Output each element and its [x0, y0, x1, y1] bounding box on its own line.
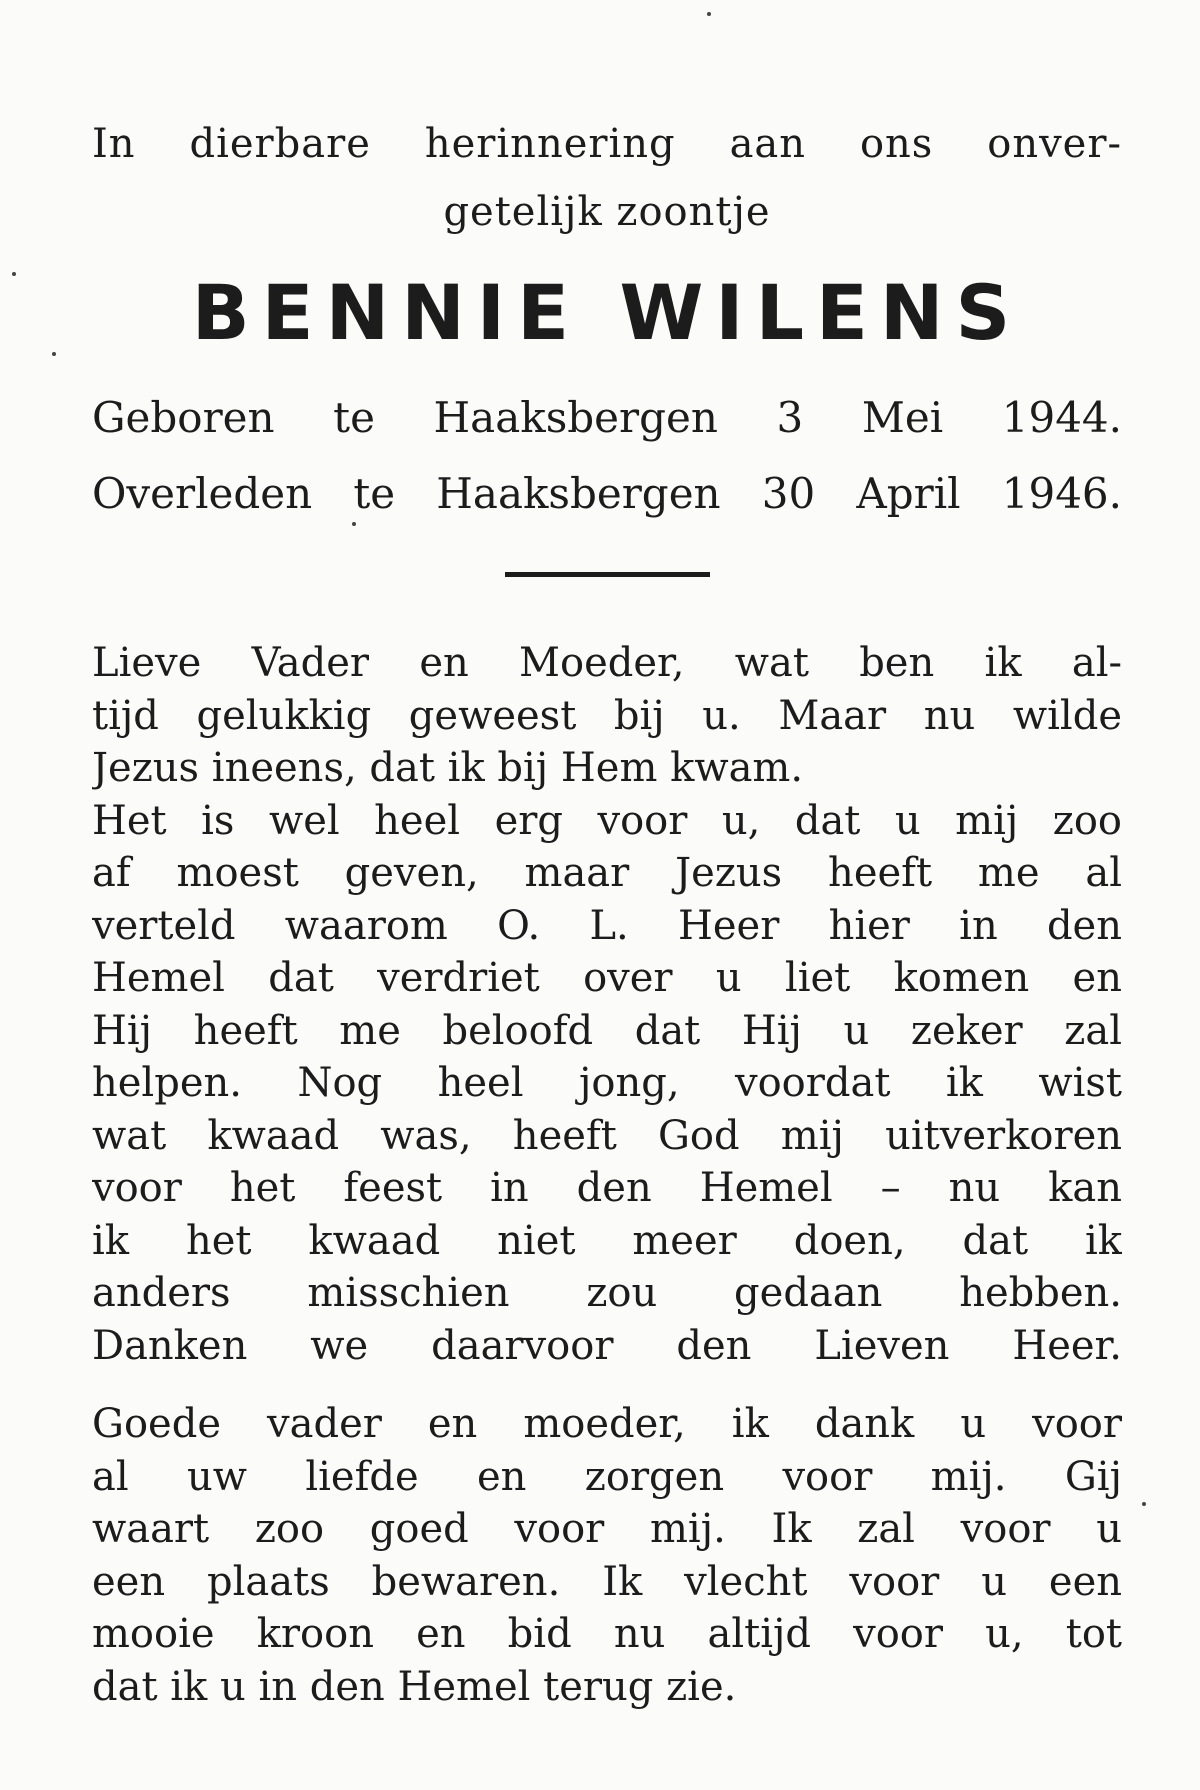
text-line: verteld waarom O. L. Heer hier in den — [92, 902, 1122, 949]
text-line: waart zoo goed voor mij. Ik zal voor u — [92, 1506, 1122, 1552]
print-speck — [1142, 1502, 1146, 1506]
card-content — [92, 110, 1122, 1713]
text-line: anders misschien zou gedaan hebben. — [92, 1270, 1122, 1316]
message-paragraph-2 — [92, 1398, 1122, 1713]
message-paragraph-1 — [92, 637, 1122, 1372]
death-line: Overleden te Haaksbergen 30 April 1946. — [92, 469, 1122, 518]
text-line: Jezus ineens, dat ik bij Hem kwam. — [92, 745, 804, 791]
print-speck — [12, 272, 16, 276]
text-line: af moest geven, maar Jezus heeft me al — [92, 850, 1122, 896]
text-line: al uw liefde en zorgen voor mij. Gij — [92, 1453, 1122, 1500]
text-line: wat kwaad was, heeft God mij uitverkoren — [92, 1112, 1122, 1159]
deceased-name: BENNIE WILENS — [191, 268, 1023, 357]
text-line: tijd gelukkig geweest bij u. Maar nu wilde — [92, 692, 1122, 739]
text-line: dat ik u in den Hemel terug zie. — [92, 1663, 737, 1710]
text-line: ik het kwaad niet meer doen, dat ik — [92, 1217, 1122, 1264]
text-line: Lieve Vader en Moeder, wat ben ik al- — [92, 640, 1122, 686]
divider-rule — [505, 572, 710, 577]
text-line: Goede vader en moeder, ik dank u voor — [92, 1401, 1122, 1447]
text-line: helpen. Nog heel jong, voordat ik wist — [92, 1060, 1122, 1106]
text-line: Danken we daarvoor den Lieven Heer. — [92, 1322, 1122, 1369]
text-line: voor het feest in den Hemel – nu kan — [92, 1165, 1122, 1211]
life-dates — [92, 380, 1122, 532]
text-line: mooie kroon en bid nu altijd voor u, tot — [92, 1611, 1122, 1657]
print-speck — [707, 12, 711, 16]
text-line: Hemel dat verdriet over u liet komen en — [92, 955, 1122, 1001]
birth-line: Geboren te Haaksbergen 3 Mei 1944. — [92, 393, 1122, 442]
intro-line: In dierbare herinnering aan ons onver- — [92, 121, 1122, 167]
intro-text — [92, 110, 1122, 246]
text-line: Hij heeft me beloofd dat Hij u zeker zal — [92, 1007, 1122, 1054]
text-line: een plaats bewaren. Ik vlecht voor u een — [92, 1558, 1122, 1605]
print-speck — [52, 352, 56, 356]
intro-line: getelijk zoontje — [443, 189, 771, 235]
text-line: Het is wel heel erg voor u, dat u mij zoo — [92, 797, 1122, 844]
